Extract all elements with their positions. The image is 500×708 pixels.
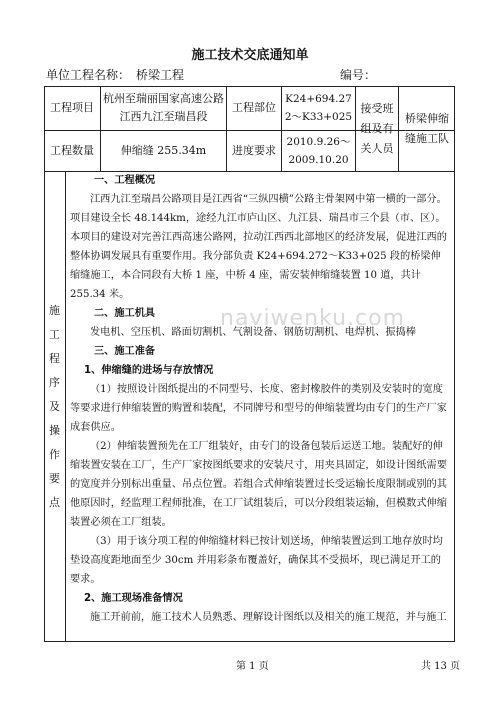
side-label-cell [44,171,65,642]
project-label: 工程项目 [50,101,94,114]
project-value: 杭州至瑞丽国家高速公路江西九江至瑞昌段 [103,92,224,123]
location-value: K24+694.272～K33+025 [284,93,353,123]
number-label: 编号： [340,68,377,82]
content-body [66,171,450,627]
paragraph: 发电机、空压机、路面切割机、气割设备、钢筋切割机、电焊机、振捣棒 [90,327,416,338]
subsection-title: 1、伸缩缝的进场与存放情况 [84,365,214,376]
page-number: 第 1 页 [236,661,269,672]
unit-project-label: 单位工程名称： [46,68,131,82]
paragraph: （2）伸缩装置预先在工厂组装好，由专门的设备包装后运送工地。装配好的伸缩装置安装在工厂，生产厂家按图纸要求的安装尺寸，用夹具固定，如设计图纸需要的宽度并分别标出重量、吊点位置。若组合式伸缩装置过长受运输长度限制或别的其他原因时，经监理工程师批准，在工厂试组装后，可以分段组装运输，但模数式伸缩装置必须在工厂组装。 [70,441,447,528]
paragraph: （3）用于该分项工程的伸缩缝材料已按计划送场，伸缩装置运到工地存放时均垫设高度距地面至少 30cm 并用彩条布覆盖好，确保其不受损坏，现已满足开工的要求。 [70,536,443,585]
paragraph: （1）按照设计图纸提出的不同型号、长度、密封橡胶件的类别及安装时的宽度等要求进行伸缩装置的购置和装配，不同牌号和型号的伸缩装置均由专门的生产厂家成套供应。 [70,384,447,433]
schedule-start: 2010.9.26～ [286,136,351,148]
section-title: 三、施工准备 [94,346,156,357]
receiver-label: 接受班组及有关人员 [360,101,394,155]
quantity-value: 伸缩缝 255.34m [120,144,207,157]
quantity-label: 工程数量 [50,144,94,157]
section-title: 一、工程概况 [94,175,156,186]
schedule-end: 2009.10.20 [288,154,349,166]
paragraph: 施工开前前，施工技术人员熟悉、理解设计图纸以及相关的施工规范，并与施工 [90,612,447,623]
schedule-value [282,131,355,171]
paragraph: 江西九江至瑞昌公路项目是江西省“三纵四横”公路主骨架网中第一横的一部分。项目建设全长 48.144km，途经九江市庐山区、九江县、瑞昌市三个县（市、区）。本项目的建设对完善江西高速公路网，拉动江西西北部地区的经济发展，促进江西的整体协调发展具有重要作用。我分部负责 K24+694.272～K33+025 段的桥梁伸缩缝施工，本合同段有大桥 1 座，中桥 4 座，需安装伸缩缝装置 10 道，共计 255.34 米。 [70,194,447,300]
unit-project-line [46,66,184,83]
schedule-label: 进度要求 [232,144,276,157]
document-title: 施工技术交底通知单 [191,48,309,63]
location-label: 工程部位 [232,101,276,114]
side-label: 施工程序及操作要点 [49,303,60,509]
page-total: 共 13 页 [421,661,461,672]
unit-project-value: 桥梁工程 [136,68,185,82]
watermark: naviwenku.com [220,306,406,331]
section-title: 二、施工机具 [94,308,156,319]
receiver-value: 桥梁伸缩缝施工队 [405,111,449,145]
subsection-title: 2、施工现场准备情况 [84,593,183,604]
